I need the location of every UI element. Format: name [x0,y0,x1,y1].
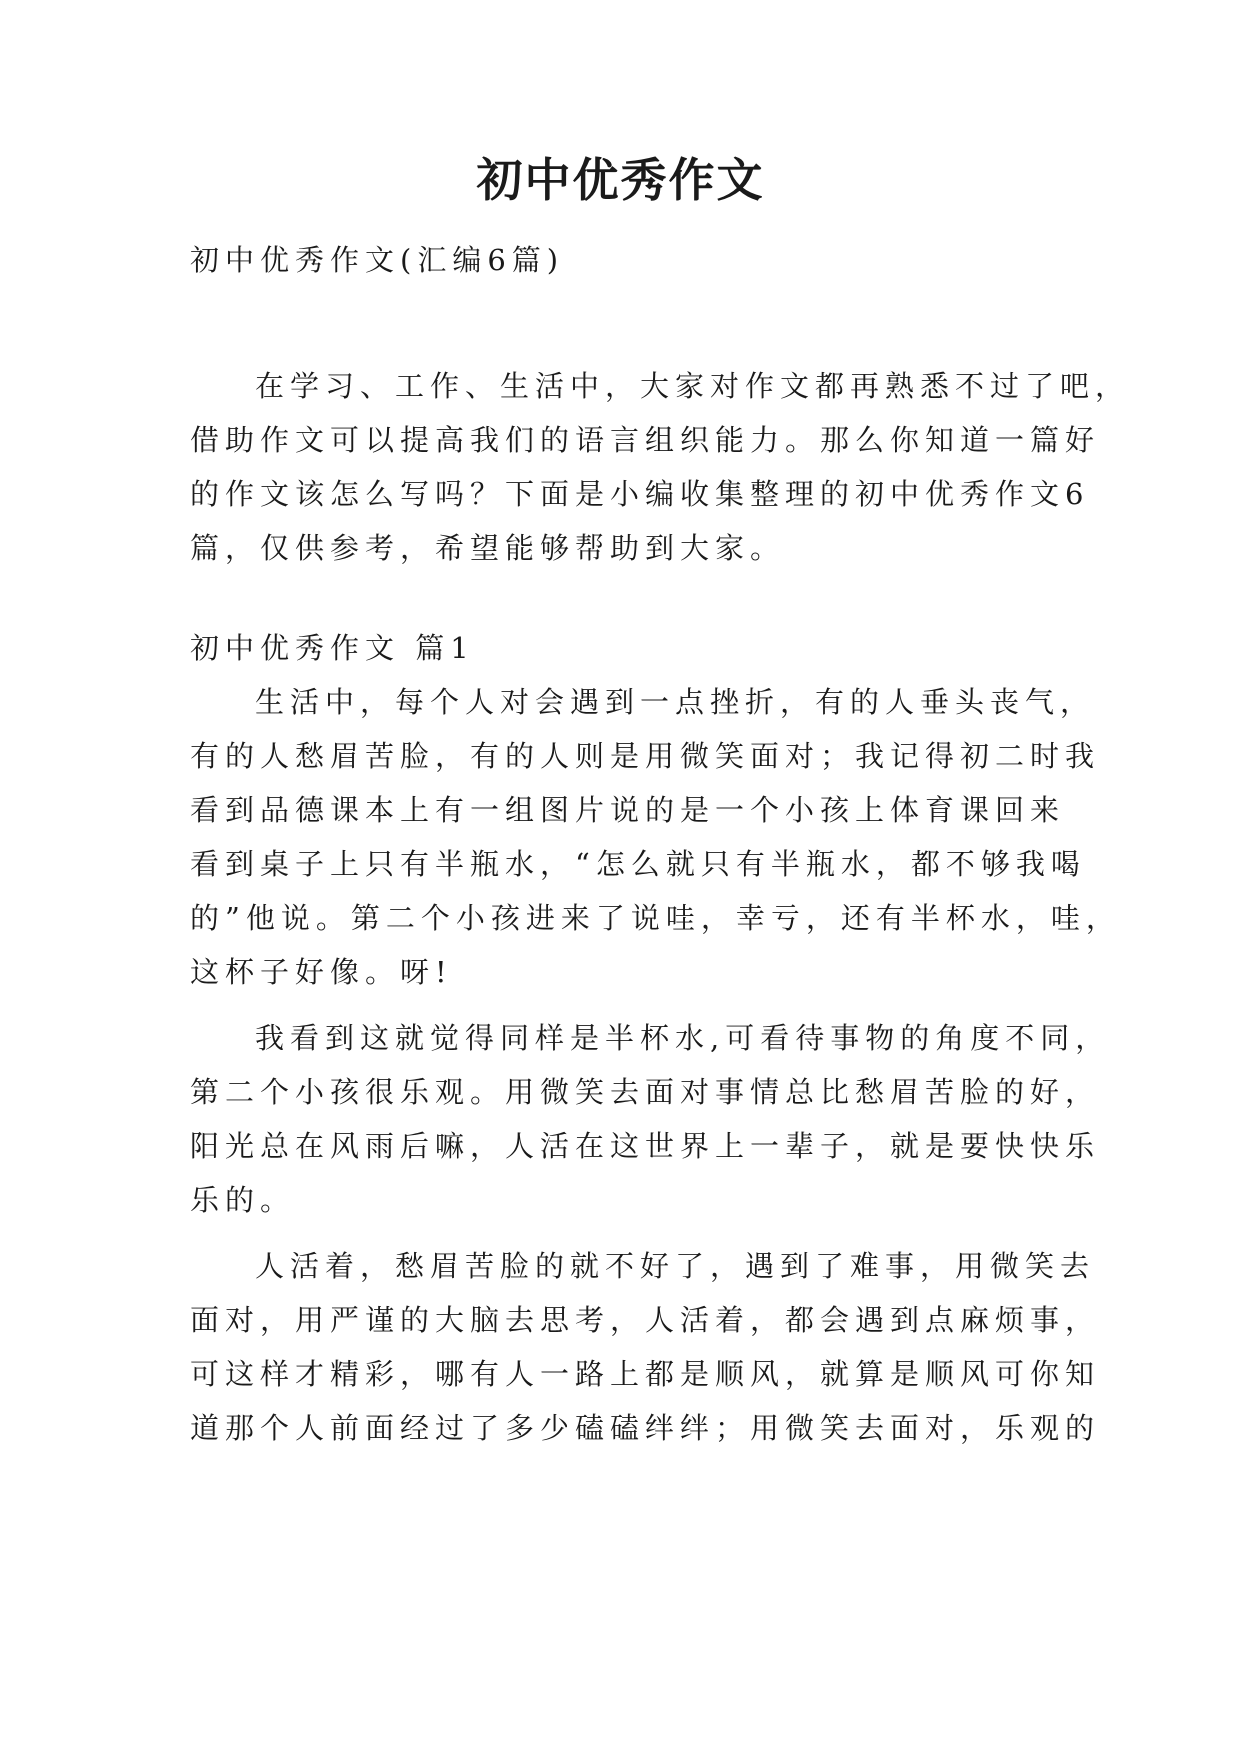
intro-line: 篇，仅供参考，希望能够帮助到大家。 [190,531,786,565]
paragraph-line: 生活中，每个人对会遇到一点挫折，有的人垂头丧气， [255,685,1096,719]
paragraph-line: 的”他说。第二个小孩进来了说哇，幸亏，还有半杯水，哇， [190,901,1121,935]
paragraph-line: 面对，用严谨的大脑去思考，人活着，都会遇到点麻烦事， [190,1303,1101,1337]
paragraph-line: 阳光总在风雨后嘛，人活在这世界上一辈子，就是要快快乐 [190,1129,1101,1163]
paragraph-line: 我看到这就觉得同样是半杯水,可看待事物的角度不同， [255,1021,1111,1055]
paragraph-line: 看到品德课本上有一组图片说的是一个小孩上体育课回来 [190,793,1066,827]
document-subtitle: 初中优秀作文(汇编6篇) [190,243,565,277]
paragraph-line: 乐的。 [190,1183,296,1217]
intro-line: 借助作文可以提高我们的语言组织能力。那么你知道一篇好 [190,423,1101,457]
paragraph-line: 看到桌子上只有半瓶水，“怎么就只有半瓶水，都不够我喝 [190,847,1086,881]
paragraph-line: 有的人愁眉苦脸，有的人则是用微笑面对；我记得初二时我 [190,739,1101,773]
paragraph-line: 可这样才精彩，哪有人一路上都是顺风，就算是顺风可你知 [190,1357,1101,1391]
intro-line: 在学习、工作、生活中，大家对作文都再熟悉不过了吧， [255,369,1131,403]
paragraph-line: 第二个小孩很乐观。用微笑去面对事情总比愁眉苦脸的好， [190,1075,1101,1109]
paragraph-line: 道那个人前面经过了多少磕磕绊绊；用微笑去面对，乐观的 [190,1411,1101,1445]
paragraph-line: 这杯子好像。呀! [190,955,453,989]
document-title: 初中优秀作文 [476,153,765,207]
intro-line: 的作文该怎么写吗？下面是小编收集整理的初中优秀作文6 [190,477,1090,511]
section-heading: 初中优秀作文 篇1 [190,631,475,665]
paragraph-line: 人活着，愁眉苦脸的就不好了，遇到了难事，用微笑去 [255,1249,1096,1283]
